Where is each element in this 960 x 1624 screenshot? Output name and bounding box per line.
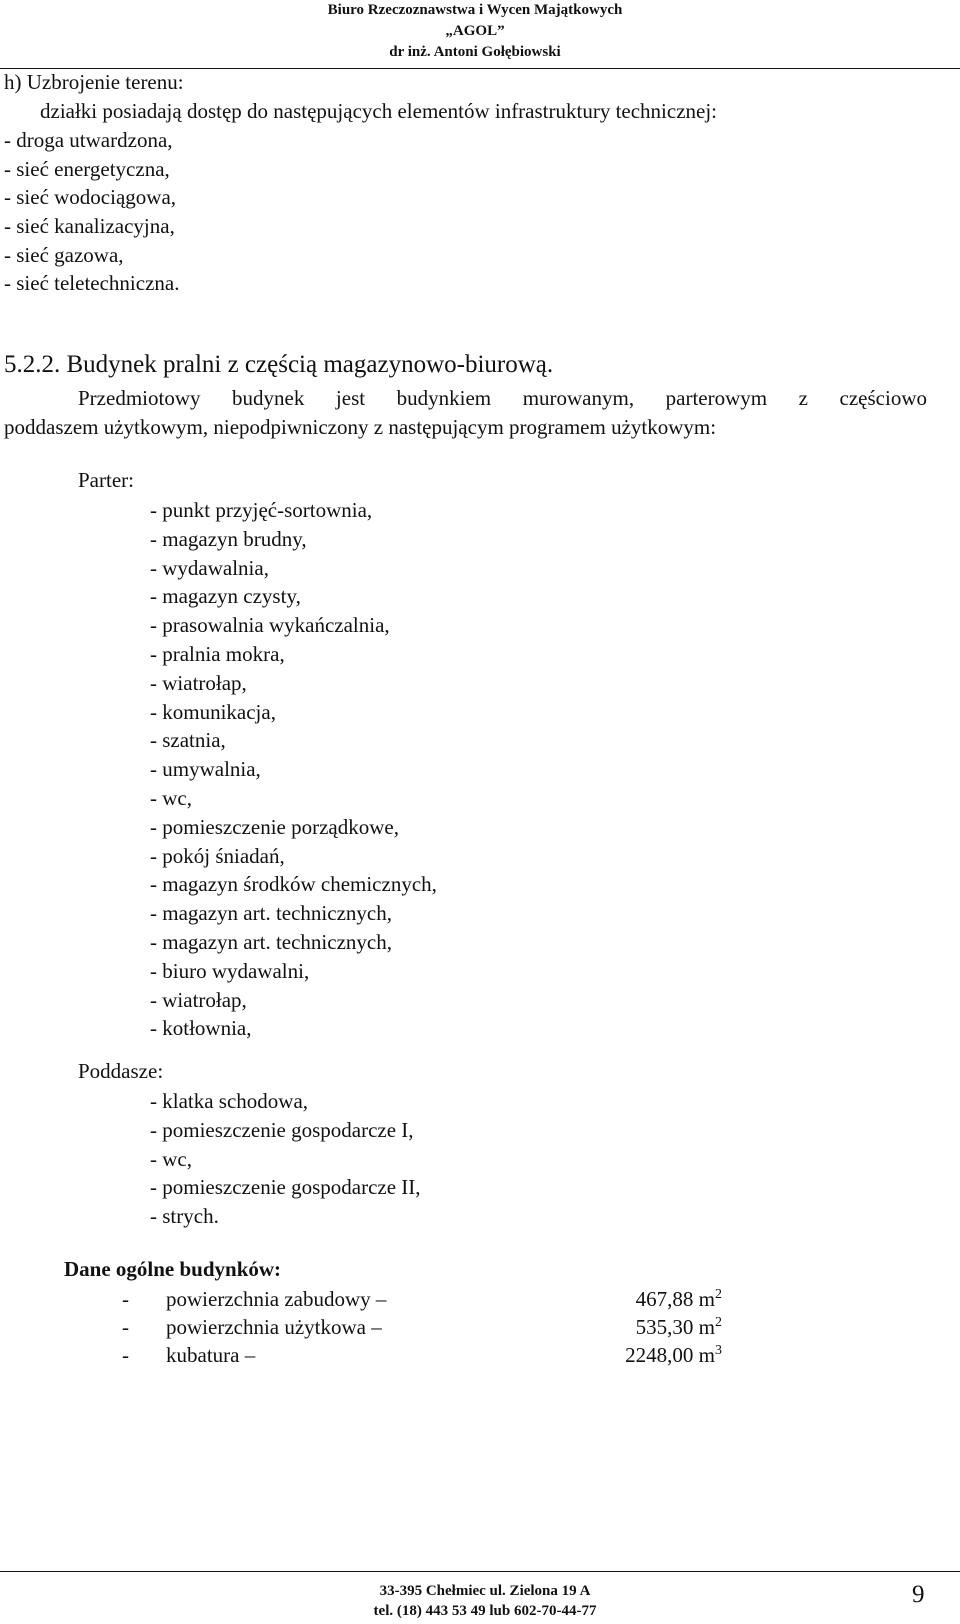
letterhead-author: dr inż. Antoni Gołębiowski [389,44,561,60]
section-paragraph-line2: poddaszem użytkowym, niepodpiwniczony z następującym programem użytkowym: [4,415,717,439]
list-item: - klatka schodowa, [150,1089,309,1113]
poddasze-label: Poddasze: [78,1059,164,1083]
list-item: - magazyn art. technicznych, [150,901,392,926]
list-item: - pomieszczenie gospodarcze I, [150,1117,414,1142]
general-data-title: Dane ogólne budynków: [64,1257,282,1281]
list-item: - sieć energetyczna, [4,157,170,181]
letterhead [300,0,650,63]
row-label: powierzchnia użytkowa – [166,1315,382,1339]
footer-rule [0,1571,960,1572]
infrastructure-intro: działki posiadają dostęp do następujących elementów infrastruktury technicznej: [40,99,718,123]
parter-label: Parter: [78,468,134,492]
list-item: - szatnia, [150,728,226,753]
list-item: - wc, [150,785,192,810]
footer-street: 33-395 Chełmiec ul. Zielona 19 A [379,1583,591,1599]
row-dash: - [122,1315,129,1339]
list-item: - sieć wodociągowa, [4,185,177,209]
list-item: - kotłownia, [150,1016,252,1041]
list-item: - wiatrołap, [150,987,247,1012]
general-data-row [122,1285,722,1313]
footer-address [320,1581,650,1621]
list-item: - biuro wydawalni, [150,958,310,983]
row-value: 2248,00 $m^3$ [625,1343,722,1367]
list-item: - pomieszczenie porządkowe, [150,814,399,839]
list-item: - umywalnia, [150,757,261,782]
row-unit-exponent: 3 [715,1343,722,1358]
list-item: - pokój śniadań, [150,843,285,868]
page-number: 9 [912,1581,925,1608]
section-heading: 5.2.2. Budynek pralni z częścią magazynowo-biurową. [4,351,554,378]
letterhead-brand: „AGOL” [445,23,505,39]
list-item: - wc, [150,1146,192,1171]
footer-phone: tel. (18) 443 53 49 lub 602-70-44-77 [373,1603,597,1619]
list-item: - sieć kanalizacyjna, [4,214,175,238]
list-item: - prasowalnia wykańczalnia, [150,613,390,638]
list-item: - wydawalnia, [150,555,269,580]
general-data-row [122,1313,722,1341]
infrastructure-title: h) Uzbrojenie terenu: [4,70,184,94]
row-unit-exponent: 2 [715,1287,722,1302]
list-item: - pralnia mokra, [150,641,285,666]
row-dash: - [122,1343,129,1367]
list-item: - pomieszczenie gospodarcze II, [150,1175,421,1200]
row-label: kubatura – [166,1343,256,1367]
list-item: - droga utwardzona, [4,128,173,152]
poddasze-list [150,1087,421,1231]
list-item: - magazyn środków chemicznych, [150,872,437,897]
row-value: 467,88 $m^2$ [635,1287,722,1311]
list-item: - magazyn art. technicznych, [150,929,392,954]
list-item: - sieć teletechniczna. [4,271,180,295]
list-item: - wiatrołap, [150,670,247,695]
row-value: 535,30 $m^2$ [635,1315,722,1339]
general-data-row [122,1341,722,1369]
letterhead-company: Biuro Rzeczoznawstwa i Wycen Majątkowych [327,2,623,18]
list-item: - magazyn brudny, [150,526,307,551]
list-item: - magazyn czysty, [150,584,301,609]
row-dash: - [122,1287,129,1311]
parter-list [150,496,437,1043]
list-item: - komunikacja, [150,699,276,724]
row-label: powierzchnia zabudowy – [166,1287,387,1311]
list-item: - sieć gazowa, [4,243,124,267]
section-paragraph-line1: Przedmiotowy budynek jest budynkiem murowanym, parterowym z częściowo [78,386,927,410]
list-item: - punkt przyjęć-sortownia, [150,498,373,522]
list-item: - strych. [150,1204,219,1229]
row-unit-exponent: 2 [715,1315,722,1330]
